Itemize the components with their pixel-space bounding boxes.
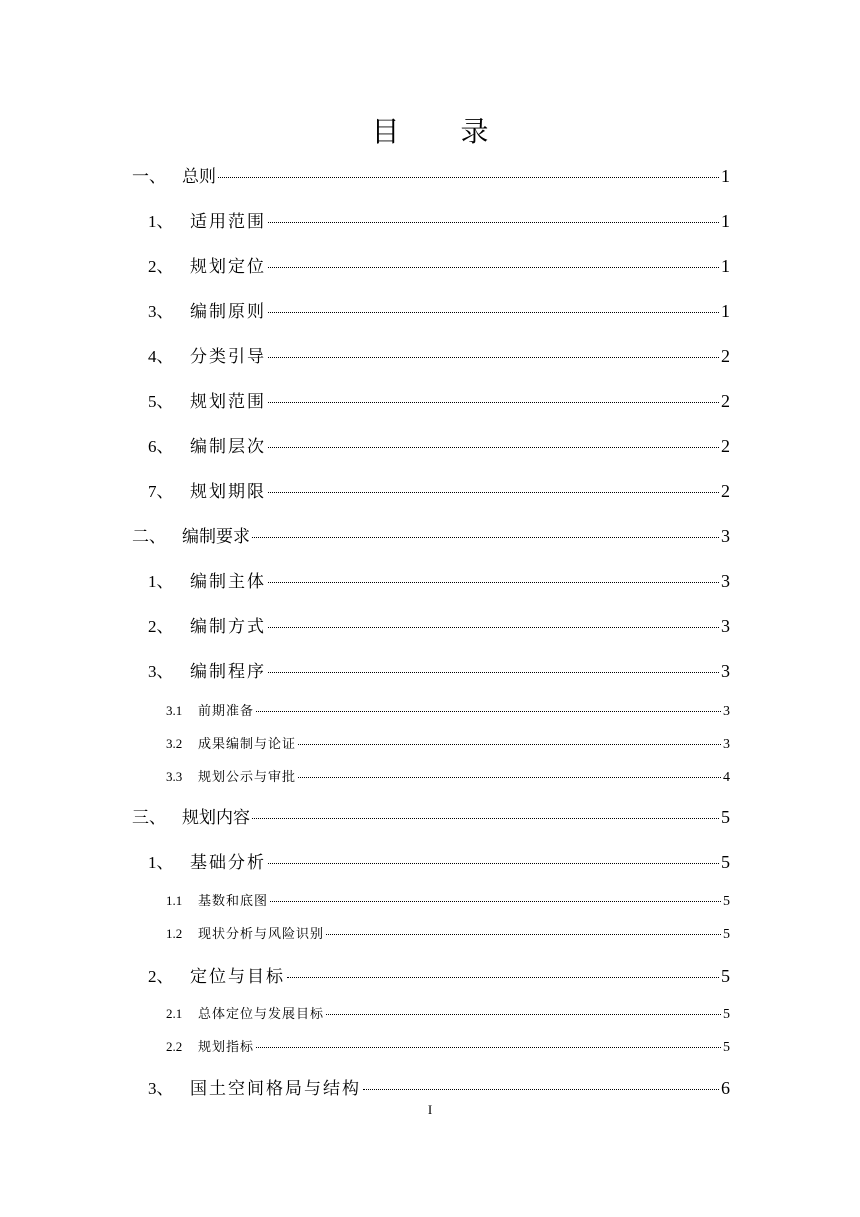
toc-entry-number: 2、 [148, 257, 174, 276]
toc-entry-label: 编制原则 [190, 302, 266, 322]
toc-entry-label: 编制要求 [182, 527, 250, 547]
toc-entry-label: 编制层次 [190, 437, 266, 457]
toc-entry-page: 3 [721, 526, 730, 546]
toc-entry-level-2[interactable] [148, 387, 730, 412]
toc-entry-page: 1 [721, 211, 730, 231]
toc-entry-page: 5 [721, 966, 730, 986]
toc-dot-leader [268, 267, 719, 268]
toc-entry-label: 前期准备 [198, 704, 255, 719]
toc-dot-leader [252, 537, 719, 538]
toc-entry-page: 3 [721, 616, 730, 636]
toc-entry-label: 总则 [182, 167, 216, 187]
toc-dot-leader [268, 492, 719, 493]
toc-entry-level-3[interactable] [166, 733, 730, 753]
toc-entry-page: 5 [723, 1007, 730, 1022]
toc-entry-level-1[interactable] [132, 162, 730, 187]
toc-entry-page: 5 [723, 1040, 730, 1055]
toc-entry-label: 编制程序 [190, 662, 266, 682]
toc-entry-level-2[interactable] [148, 252, 730, 277]
toc-entry-page: 2 [721, 481, 730, 501]
toc-entry-level-3[interactable] [166, 1036, 730, 1056]
toc-dot-leader [268, 863, 719, 864]
toc-entry-level-2[interactable] [148, 342, 730, 367]
toc-entry-label: 规划定位 [190, 257, 266, 277]
toc-entry-number: 3、 [148, 662, 174, 681]
toc-entry-page: 3 [721, 661, 730, 681]
toc-entry-number: 2、 [148, 967, 174, 986]
toc-entry-label: 规划内容 [182, 808, 250, 828]
toc-entry-page: 1 [721, 256, 730, 276]
toc-entry-label: 规划公示与审批 [198, 770, 297, 785]
toc-dot-leader [268, 582, 719, 583]
toc-entry-page: 3 [723, 737, 730, 752]
toc-entry-number: 2.1 [166, 1006, 183, 1021]
toc-dot-leader [256, 1047, 721, 1048]
toc-entry-level-2[interactable] [148, 432, 730, 457]
toc-dot-leader [298, 777, 721, 778]
toc-entry-label: 分类引导 [190, 347, 266, 367]
toc-entry-page: 3 [721, 571, 730, 591]
toc-entry-number: 1、 [148, 212, 174, 231]
toc-dot-leader [218, 177, 719, 178]
toc-entry-level-3[interactable] [166, 890, 730, 910]
toc-entry-number: 二、 [132, 527, 166, 547]
toc-dot-leader [268, 222, 719, 223]
toc-entry-number: 6、 [148, 437, 174, 456]
toc-dot-leader [326, 1014, 721, 1015]
toc-entry-page: 4 [723, 770, 730, 785]
toc-entry-level-2[interactable] [148, 612, 730, 637]
toc-entry-page: 1 [721, 166, 730, 186]
toc-entry-label: 现状分析与风险识别 [198, 927, 325, 942]
toc-entry-number: 1.1 [166, 893, 183, 908]
toc-entry-level-3[interactable] [166, 923, 730, 943]
toc-dot-leader [268, 447, 719, 448]
toc-dot-leader [268, 402, 719, 403]
page-number: I [427, 1102, 433, 1117]
toc-entry-label: 定位与目标 [190, 967, 285, 987]
toc-entry-page: 3 [723, 704, 730, 719]
toc-entry-level-2[interactable] [148, 477, 730, 502]
toc-entry-level-2[interactable] [148, 207, 730, 232]
toc-entry-label: 基础分析 [190, 853, 266, 873]
toc-entry-number: 1、 [148, 853, 174, 872]
toc-entry-page: 6 [721, 1078, 730, 1098]
toc-entry-number: 3.3 [166, 769, 183, 784]
toc-dot-leader [268, 357, 719, 358]
toc-entry-label: 编制方式 [190, 617, 266, 637]
toc-dot-leader [268, 312, 719, 313]
toc-entry-page: 5 [721, 852, 730, 872]
toc-entry-level-2[interactable] [148, 848, 730, 873]
toc-entry-level-2[interactable] [148, 297, 730, 322]
toc-entry-number: 三、 [132, 808, 166, 828]
toc-entry-page: 5 [723, 894, 730, 909]
toc-dot-leader [298, 744, 721, 745]
toc-entry-level-2[interactable] [148, 567, 730, 592]
toc-dot-leader [363, 1089, 719, 1090]
toc-dot-leader [268, 627, 719, 628]
toc-entry-level-3[interactable] [166, 700, 730, 720]
toc-entry-page: 2 [721, 391, 730, 411]
toc-entry-number: 2.2 [166, 1039, 183, 1054]
toc-entry-level-1[interactable] [132, 803, 730, 828]
toc-entry-label: 总体定位与发展目标 [198, 1007, 325, 1022]
toc-entry-level-3[interactable] [166, 766, 730, 786]
toc-entry-number: 5、 [148, 392, 174, 411]
toc-entry-number: 1、 [148, 572, 174, 591]
toc-entry-label: 规划范围 [190, 392, 266, 412]
toc-entry-number: 3、 [148, 302, 174, 321]
toc-entry-label: 适用范围 [190, 212, 266, 232]
toc-entry-label: 规划指标 [198, 1040, 255, 1055]
toc-entry-page: 5 [721, 807, 730, 827]
toc-entry-page: 1 [721, 301, 730, 321]
toc-entry-level-1[interactable] [132, 522, 730, 547]
toc-entry-number: 3、 [148, 1079, 174, 1098]
toc-entry-number: 3.2 [166, 736, 183, 751]
toc-entry-page: 2 [721, 436, 730, 456]
toc-dot-leader [256, 711, 721, 712]
toc-entry-number: 4、 [148, 347, 174, 366]
toc-dot-leader [326, 934, 721, 935]
toc-entry-label: 规划期限 [190, 482, 266, 502]
toc-entry-page: 2 [721, 346, 730, 366]
toc-entry-number: 7、 [148, 482, 174, 501]
toc-entry-level-2[interactable] [148, 962, 730, 987]
toc-entry-level-2[interactable] [148, 657, 730, 682]
toc-dot-leader [252, 818, 719, 819]
toc-entry-label: 国土空间格局与结构 [190, 1079, 361, 1099]
toc-entry-label: 编制主体 [190, 572, 266, 592]
toc-entry-number: 3.1 [166, 703, 183, 718]
toc-entry-level-3[interactable] [166, 1003, 730, 1023]
toc-dot-leader [270, 901, 721, 902]
toc-dot-leader [268, 672, 719, 673]
toc-entry-level-2[interactable] [148, 1074, 730, 1099]
toc-title: 目 录 [371, 115, 515, 148]
toc-entry-label: 成果编制与论证 [198, 737, 297, 752]
toc-entry-label: 基数和底图 [198, 894, 269, 909]
toc-entry-page: 5 [723, 927, 730, 942]
toc-entry-number: 一、 [132, 167, 166, 187]
toc-entry-number: 1.2 [166, 926, 183, 941]
toc-dot-leader [287, 977, 719, 978]
toc-entry-number: 2、 [148, 617, 174, 636]
